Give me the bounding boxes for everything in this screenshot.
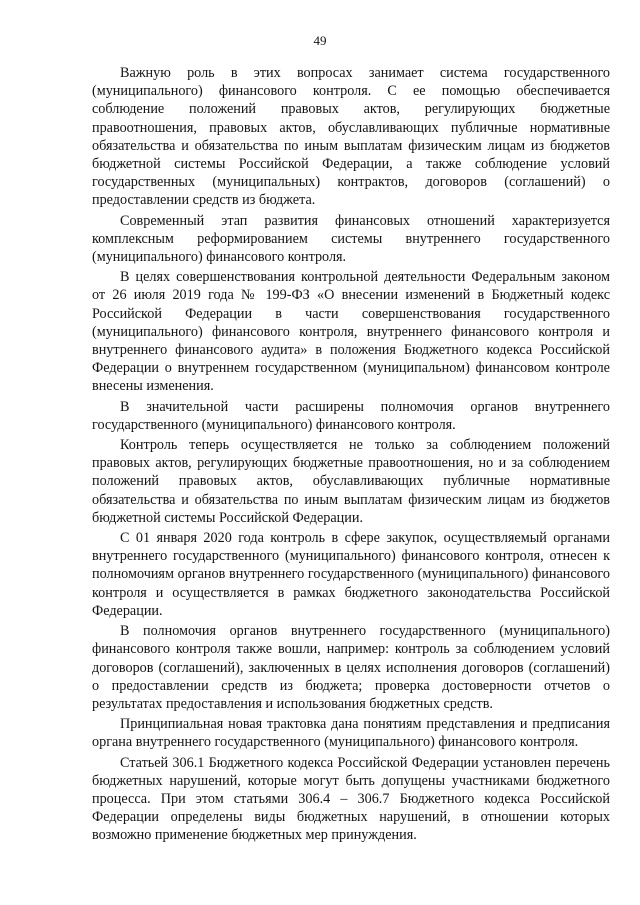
paragraph: Статьей 306.1 Бюджетного кодекса Российской Федерации установлен перечень бюджетных нарушений, которые могут быть допущены участниками бюджетного процесса. При этом статьями 306.4 – 306.7 Бюджетного кодекса Российской Федерации определены виды бюджетных нарушений, в отношении которых возможно применение бюджетных мер принуждения.	[92, 754, 610, 844]
paragraph: Контроль теперь осуществляется не только за соблюдением положений правовых актов, регулирующих бюджетные правоотношения, но и за соблюдением положений правовых актов, обуславливающих публичные нормативные обязательства и обязательства по иным выплатам физическим лицам из бюджетов бюджетной системы Российской Федерации.	[92, 437, 610, 526]
paragraph: С 01 января 2020 года контроль в сфере закупок, осуществляемый органами внутреннего государственного (муниципального) финансового контроля, отнесен к полномочиям органов внутреннего государственного (муниципального) финансового контроля и осуществляется в рамках бюджетного законодательства Российской Федерации.	[92, 530, 610, 619]
paragraph: В значительной части расширены полномочия органов внутреннего государственного (муниципального) финансового контроля.	[92, 398, 610, 433]
page-number: 49	[313, 33, 327, 48]
paragraph: Важную роль в этих вопросах занимает система государственного (муниципального) финансового контроля. С ее помощью обеспечивается соблюдение положений правовых актов, регулирующих бюджетные правоотношения, правовых актов, обуславливающих публичные нормативные обязательства и обязательства по иным выплатам физическим лицам из бюджетов бюджетной системы Российской Федерации, а также соблюдение условий государственных (муниципальных) контрактов, договоров (соглашений) о предоставлении средств из бюджета.	[92, 65, 610, 209]
paragraph: В полномочия органов внутреннего государственного (муниципального) финансового контроля также вошли, например: контроль за соблюдением условий договоров (соглашений), заключенных в целях исполнения договоров (соглашений) о предоставлении средств из бюджета; проверка достоверности отчетов о результатах предоставления и использования бюджетных средств.	[92, 623, 610, 712]
paragraph: Современный этап развития финансовых отношений характеризуется комплексным реформированием системы внутреннего государственного (муниципального) финансового контроля.	[92, 212, 610, 266]
paragraph: В целях совершенствования контрольной деятельности Федеральным законом от 26 июля 2019 года № 199-ФЗ «О внесении изменений в Бюджетный кодекс Российской Федерации в части совершенствования государственного (муниципального) финансового контроля, внутреннего финансового контроля и внутреннего финансового аудита» в положения Бюджетного кодекса Российской Федерации о внутреннем государственном (муниципальном) финансовом контроле внесены изменения.	[92, 269, 610, 395]
document-body	[92, 64, 610, 847]
paragraph: Принципиальная новая трактовка дана понятиям представления и предписания органа внутреннего государственного (муниципального) финансового контроля.	[92, 716, 610, 751]
